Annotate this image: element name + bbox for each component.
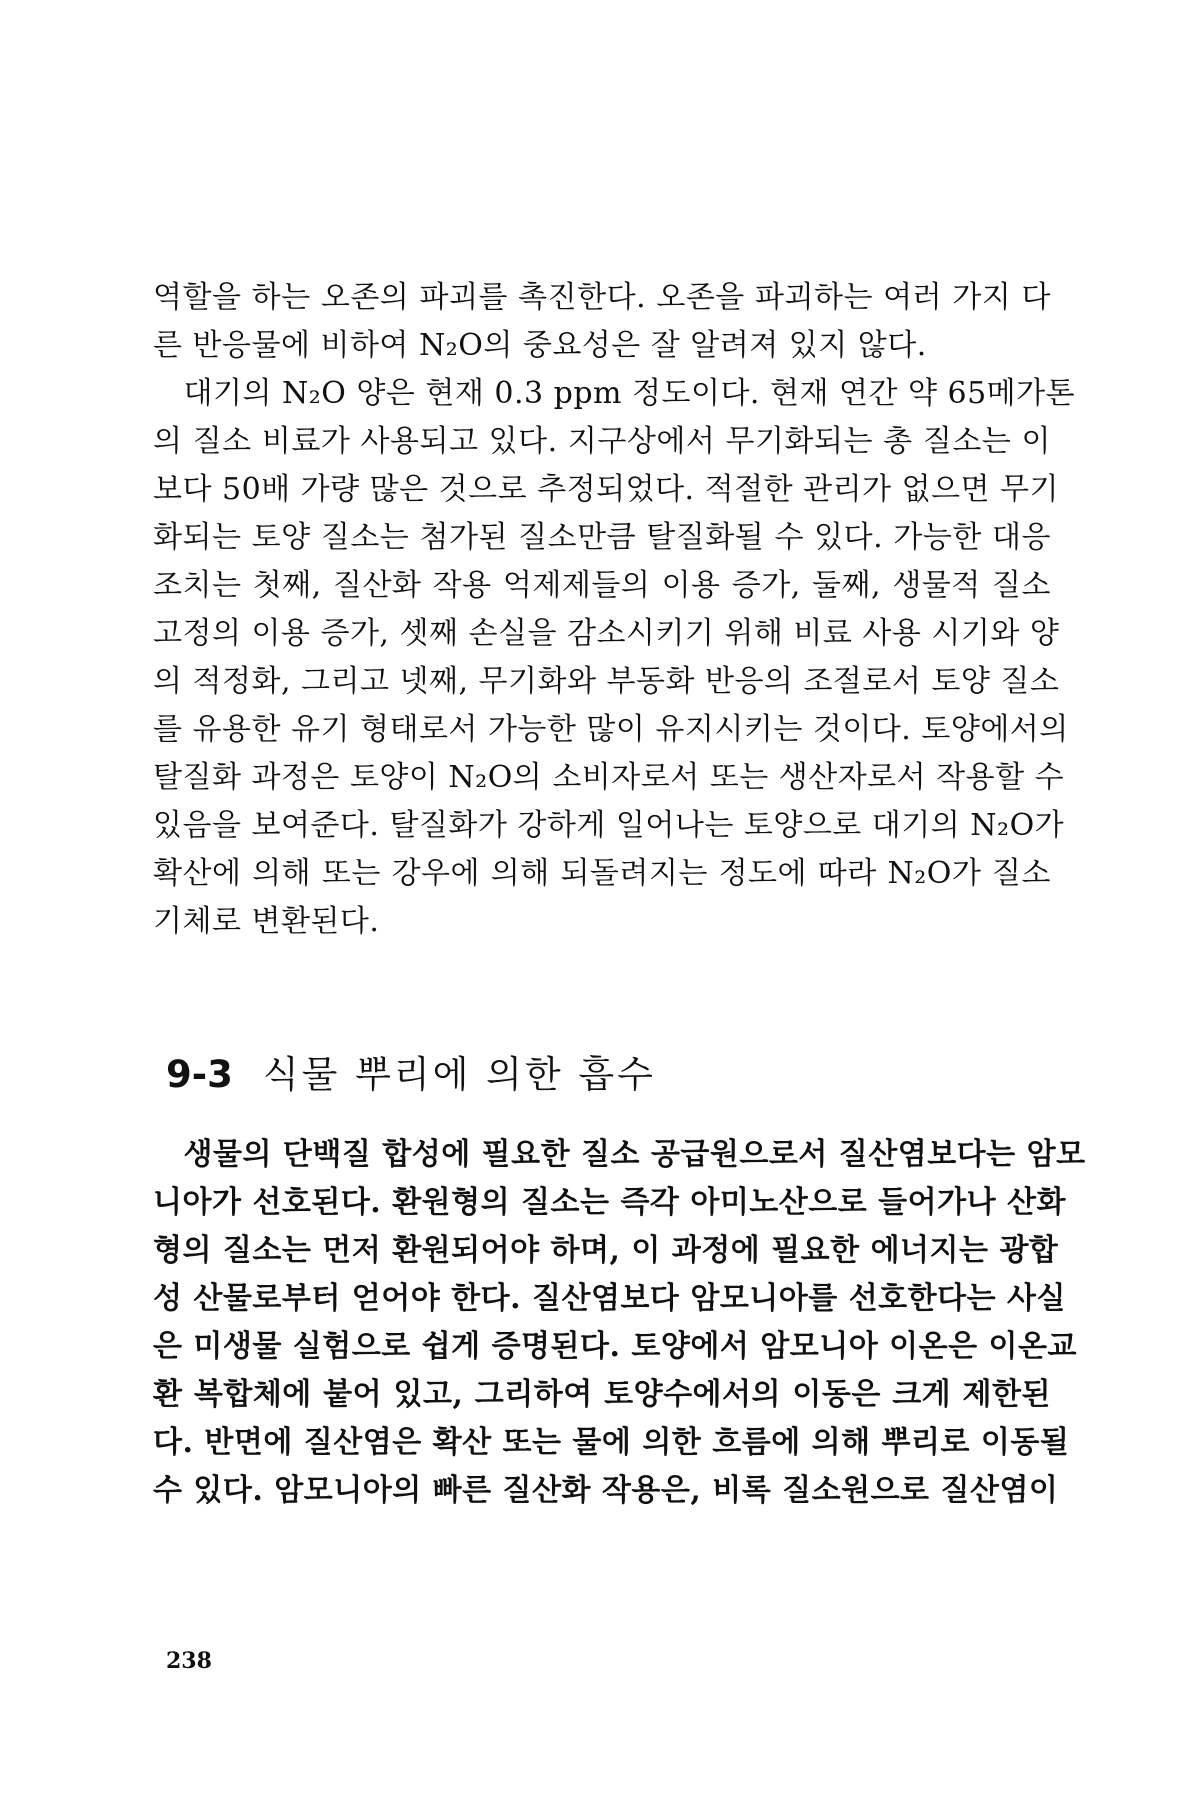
text-line: 형의 질소는 먼저 환원되어야 하며, 이 과정에 필요한 에너지는 광합 [153,1233,1059,1268]
body-text-lower [153,1131,1086,1515]
text-line: 기체로 변환된다. [153,904,380,939]
text-line: 있음을 보여준다. 탈질화가 강하게 일어나는 토양으로 대기의 N₂O가 [153,808,1065,843]
text-line: 다. 반면에 질산염은 확산 또는 물에 의한 흐름에 의해 뿌리로 이동될 [153,1425,1070,1460]
text-line: 를 유용한 유기 형태로서 가능한 많이 유지시키는 것이다. 토양에서의 [153,712,1069,747]
section-title: 식물 뿌리에 의한 흡수 [262,1053,656,1096]
text-line: 확산에 의해 또는 강우에 의해 되돌려지는 정도에 따라 N₂O가 질소 [153,856,1051,891]
text-line: 화되는 토양 질소는 첨가된 질소만큼 탈질화될 수 있다. 가능한 대응 [153,520,1051,555]
text-line: 의 적정화, 그리고 넷째, 무기화와 부동화 반응의 조절로서 토양 질소 [153,664,1060,699]
text-line: 의 질소 비료가 사용되고 있다. 지구상에서 무기화되는 총 질소는 이 [153,424,1051,459]
text-line: 보다 50배 가량 많은 것으로 추정되었다. 적절한 관리가 없으면 무기 [153,472,1060,507]
text-line: 대기의 N₂O 양은 현재 0.3 ppm 정도이다. 현재 연간 약 65메가톤 [153,376,1076,411]
text-line: 탈질화 과정은 토양이 N₂O의 소비자로서 또는 생산자로서 작용할 수 [153,760,1065,795]
text-line: 니아가 선호된다. 환원형의 질소는 즉각 아미노산으로 들어가나 산화 [153,1185,1066,1220]
body-text-upper [153,274,1076,946]
text-line: 수 있다. 암모니아의 빠른 질산화 작용은, 비록 질소원으로 질산염이 [153,1473,1059,1508]
text-line: 른 반응물에 비하여 N₂O의 중요성은 잘 알려져 있지 않다. [153,328,927,363]
text-line: 성 산물로부터 얻어야 한다. 질산염보다 암모니아를 선호한다는 사실 [153,1281,1066,1316]
text-line: 생물의 단백질 합성에 필요한 질소 공급원으로서 질산염보다는 암모 [153,1137,1086,1172]
text-line: 조치는 첫째, 질산화 작용 억제제들의 이용 증가, 둘째, 생물적 질소 [153,568,1051,603]
section-number: 9-3 [166,1053,233,1096]
text-line: 역할을 하는 오존의 파괴를 촉진한다. 오존을 파괴하는 여러 가지 다 [153,280,1051,315]
text-line: 환 복합체에 붙어 있고, 그리하여 토양수에서의 이동은 크게 제한된 [153,1377,1051,1412]
text-line: 고정의 이용 증가, 셋째 손실을 감소시키기 위해 비료 사용 시기와 양 [153,616,1060,651]
text-line: 은 미생물 실험으로 쉽게 증명된다. 토양에서 암모니아 이온은 이온교 [153,1329,1077,1364]
page-number: 238 [166,1648,212,1674]
section-heading [166,1045,656,1105]
